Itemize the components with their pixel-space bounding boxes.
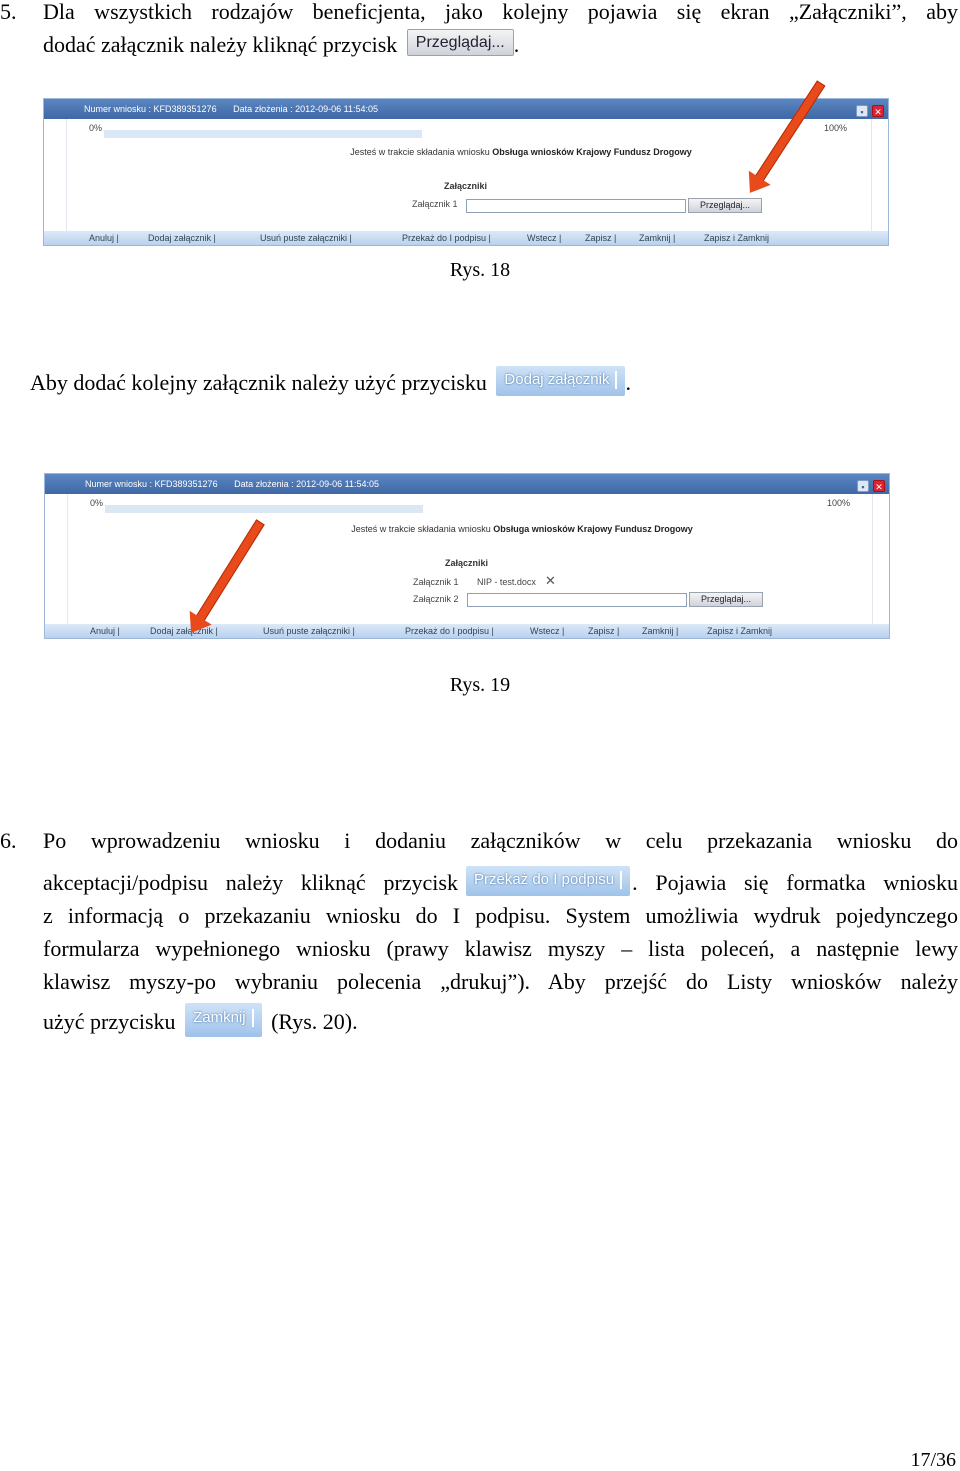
attachment-2-label: Załącznik 2 — [413, 594, 459, 604]
breadcrumb — [45, 524, 889, 534]
form-header — [44, 99, 888, 119]
item-5-period: . — [513, 32, 520, 57]
save-icon[interactable]: ▪ — [856, 105, 868, 117]
add-attachment-button-label: Dodaj załącznik — [504, 370, 610, 388]
delete-attachment-icon[interactable]: ✕ — [545, 573, 556, 588]
browse-button-image: Przeglądaj... — [407, 29, 514, 56]
item-5-line-2 — [43, 28, 958, 61]
add-attachment-button-image — [496, 366, 625, 396]
attachment-1-input[interactable] — [466, 199, 686, 213]
action-toolbar — [44, 231, 888, 245]
screenshot-attachments-2 — [44, 473, 890, 639]
save-button[interactable]: Zapisz | — [588, 626, 620, 636]
figure-caption-19: Rys. 19 — [449, 674, 511, 696]
back-button[interactable]: Wstecz | — [527, 233, 562, 243]
application-number: Numer wniosku : KFD389351276 — [84, 104, 217, 114]
close-icon[interactable]: ✕ — [873, 480, 885, 492]
close-button[interactable]: Zamknij | — [639, 233, 676, 243]
item-6-line-4: formularza wypełnionego wniosku (prawy klawisz myszy – lista poleceń, a następnie lewy — [43, 936, 958, 961]
progress-end-label: 100% — [824, 123, 848, 133]
attachment-1-browse-button[interactable]: Przeglądaj... — [688, 198, 762, 213]
attachment-2-input[interactable] — [467, 593, 687, 607]
breadcrumb — [44, 147, 888, 157]
close-button[interactable]: Zamknij | — [642, 626, 679, 636]
item-6-line-3: z informacją o przekazaniu wniosku do I podpisu. System umożliwia wydruk pojedynczego — [43, 903, 958, 928]
add-attachment-sentence: Aby dodać kolejny załącznik należy użyć przycisku — [30, 370, 487, 395]
cancel-button[interactable]: Anuluj | — [89, 233, 119, 243]
item-6-line-1: Po wprowadzeniu wniosku i dodaniu załączników w celu przekazania wniosku do — [43, 828, 958, 853]
item-6-line-2 — [43, 866, 958, 899]
remove-empty-attachments-button[interactable]: Usuń puste załączniki | — [260, 233, 352, 243]
action-toolbar — [45, 624, 889, 638]
item-5-number: 5. — [0, 0, 17, 24]
attachment-1-label: Załącznik 1 — [412, 199, 458, 209]
forward-to-signature-button-label: Przekaż do I podpisu — [473, 870, 615, 888]
progress-start-label: 0% — [89, 123, 103, 133]
remove-empty-attachments-button[interactable]: Usuń puste załączniki | — [263, 626, 355, 636]
figure-caption-18: Rys. 18 — [449, 259, 511, 281]
application-number: Numer wniosku : KFD389351276 — [85, 479, 218, 489]
forward-to-signature-button-image — [466, 866, 630, 896]
attachment-2-browse-button[interactable]: Przeglądaj... — [689, 592, 763, 607]
save-and-close-button[interactable]: Zapisz i Zamknij — [707, 626, 773, 636]
cancel-button[interactable]: Anuluj | — [90, 626, 120, 636]
add-attachment-button[interactable]: Dodaj załącznik | — [148, 233, 216, 243]
breadcrumb-module: Obsługa wniosków Krajowy Fundusz Drogowy — [492, 147, 692, 157]
save-icon[interactable]: ▪ — [857, 480, 869, 492]
item-6-line-6 — [43, 1005, 958, 1038]
form-header — [45, 474, 889, 494]
section-title: Załączniki — [444, 181, 488, 191]
save-and-close-button[interactable]: Zapisz i Zamknij — [704, 233, 770, 243]
progress-end-label: 100% — [827, 498, 851, 508]
item-5-line-1: Dla wszystkich rodzajów beneficjenta, jako kolejny pojawia się ekran „Załączniki”, aby — [43, 0, 958, 24]
close-icon[interactable]: ✕ — [872, 105, 884, 117]
progress-bar — [105, 505, 423, 513]
section-title: Załączniki — [445, 558, 489, 568]
breadcrumb-prefix: Jesteś w trakcie składania wniosku — [351, 524, 491, 534]
breadcrumb-module: Obsługa wniosków Krajowy Fundusz Drogowy — [493, 524, 693, 534]
add-attachment-button[interactable]: Dodaj załącznik | — [150, 626, 218, 636]
item-6-figure-reference: (Rys. 20). — [271, 1009, 358, 1034]
item-5-line-2-text: dodać załącznik należy kliknąć przycisk — [43, 32, 398, 57]
item-6-line-2-rest: . Pojawia się formatka wniosku — [632, 870, 958, 895]
forward-to-signature-button[interactable]: Przekaż do I podpisu | — [405, 626, 494, 636]
item-6-line-6-text: użyć przycisku — [43, 1009, 176, 1034]
close-button-image — [185, 1003, 262, 1037]
attachment-1-label: Załącznik 1 — [413, 577, 459, 587]
progress-start-label: 0% — [90, 498, 104, 508]
save-button[interactable]: Zapisz | — [585, 233, 617, 243]
attachment-1-filename: NIP - test.docx — [477, 577, 536, 587]
close-button-label: Zamknij — [193, 1008, 246, 1026]
item-6-line-2-text: akceptacji/podpisu należy kliknąć przycisk — [43, 870, 458, 895]
item-5-text — [43, 0, 958, 61]
item-6-number: 6. — [0, 828, 17, 853]
item-6-line-5: klawisz myszy-po wybraniu polecenia „drukuj”). Aby przejść do Listy wniosków należy — [43, 969, 958, 994]
page-number: 17/36 — [910, 1449, 956, 1471]
item-6-text — [43, 824, 958, 1038]
submission-date: Data złożenia : 2012-09-06 11:54:05 — [234, 479, 380, 489]
back-button[interactable]: Wstecz | — [530, 626, 565, 636]
add-attachment-period: . — [625, 370, 631, 395]
progress-bar — [104, 130, 422, 138]
breadcrumb-prefix: Jesteś w trakcie składania wniosku — [350, 147, 490, 157]
add-attachment-text — [30, 366, 950, 400]
forward-to-signature-button[interactable]: Przekaż do I podpisu | — [402, 233, 491, 243]
submission-date: Data złożenia : 2012-09-06 11:54:05 — [233, 104, 379, 114]
